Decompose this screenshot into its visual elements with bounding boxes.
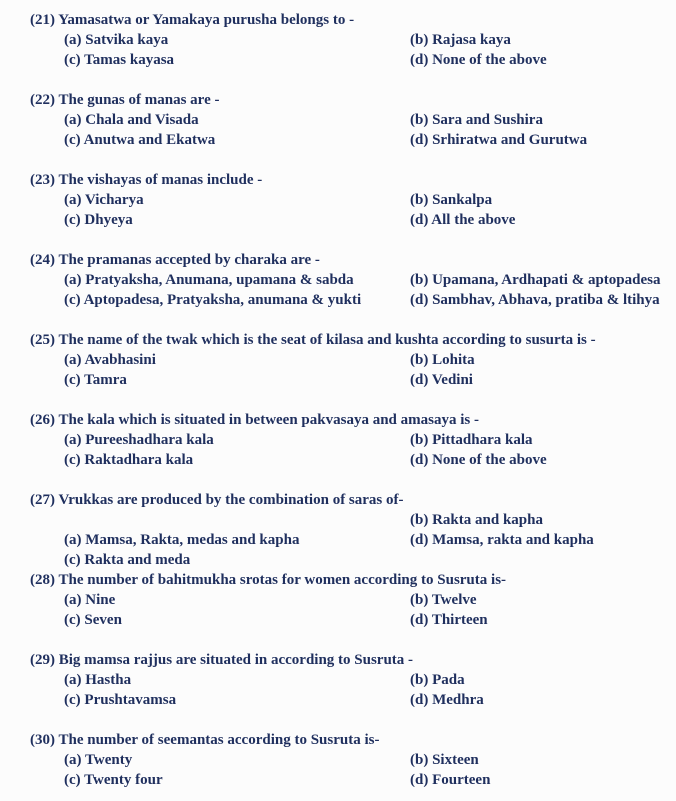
option-c: [64, 610, 410, 630]
option-a: [64, 670, 410, 690]
options-grid: [64, 270, 670, 310]
option-label: (b): [410, 592, 429, 608]
option-label: (a): [64, 192, 82, 208]
option-text: Srhiratwa and Gurutwa: [432, 132, 588, 148]
question-27: [30, 490, 670, 570]
option-c: [64, 210, 410, 230]
option-label: (a): [64, 592, 82, 608]
question-number: (21): [30, 12, 55, 28]
option-label: (b): [410, 752, 429, 768]
question-text: The kala which is situated in between pakvasaya and amasaya is -: [58, 412, 479, 428]
option-label: (b): [410, 672, 429, 688]
option-d: [410, 450, 670, 470]
option-text: Mamsa, Rakta, medas and kapha: [85, 532, 300, 548]
question-24: [30, 250, 670, 310]
question-number: (28): [30, 572, 55, 588]
option-label: (a): [64, 432, 82, 448]
option-label: (a): [64, 672, 82, 688]
option-text: Vicharya: [84, 192, 144, 208]
option-label: (d): [410, 372, 429, 388]
option-label: (d): [410, 52, 429, 68]
option-d: [410, 290, 670, 310]
option-label: (c): [64, 692, 81, 708]
option-label: (d): [410, 692, 429, 708]
option-label: (a): [64, 32, 82, 48]
option-text: Seven: [84, 612, 122, 628]
question-text: The number of bahitmukha srotas for women according to Susruta is-: [58, 572, 507, 588]
question-number: (23): [30, 172, 55, 188]
option-text: Aptopadesa, Pratyaksha, anumana & yukti: [83, 292, 362, 308]
option-b: [410, 670, 670, 690]
option-b: [410, 350, 670, 370]
option-text: Rakta and kapha: [432, 512, 543, 528]
option-label: (b): [410, 112, 429, 128]
question-number: (24): [30, 252, 55, 268]
option-c: [64, 690, 410, 710]
question-line: [30, 330, 670, 350]
question-22: [30, 90, 670, 150]
option-d: [410, 530, 670, 550]
option-text: Dhyeya: [84, 212, 133, 228]
option-text: Avabhasini: [84, 352, 156, 368]
option-d: [410, 210, 670, 230]
option-text: Chala and Visada: [85, 112, 199, 128]
option-label: (c): [64, 52, 81, 68]
option-text: Medhra: [432, 692, 484, 708]
question-number: (22): [30, 92, 55, 108]
question-number: (26): [30, 412, 55, 428]
option-text: Satvika kaya: [85, 32, 169, 48]
option-text: Thirteen: [431, 612, 488, 628]
option-text: Fourteen: [432, 772, 491, 788]
option-c: [64, 450, 410, 470]
option-label: (d): [410, 772, 429, 788]
question-23: [30, 170, 670, 230]
option-c: [64, 550, 410, 570]
option-label: (c): [64, 292, 81, 308]
options-grid: [64, 350, 670, 390]
option-text: Nine: [85, 592, 116, 608]
option-label: (b): [410, 32, 429, 48]
option-a: [64, 270, 410, 290]
option-a: [64, 590, 410, 610]
options-grid: [64, 30, 670, 70]
option-label: (c): [64, 552, 81, 568]
question-line: [30, 10, 670, 30]
option-text: Sambhav, Abhava, pratiba & ltihya: [432, 292, 660, 308]
option-text: Lohita: [432, 352, 475, 368]
option-d: [410, 370, 670, 390]
question-text: The pramanas accepted by charaka are -: [58, 252, 320, 268]
option-text: Mamsa, rakta and kapha: [432, 532, 594, 548]
option-b: [410, 30, 670, 50]
option-a: [64, 30, 410, 50]
question-25: [30, 330, 670, 390]
options-grid: [64, 670, 670, 710]
question-number: (25): [30, 332, 55, 348]
option-label: (d): [410, 612, 429, 628]
option-a: [64, 430, 410, 450]
option-text: Twelve: [431, 592, 477, 608]
option-d: [410, 50, 670, 70]
question-number: (27): [30, 492, 55, 508]
option-label: (a): [64, 112, 82, 128]
option-text: Sankalpa: [432, 192, 493, 208]
question-line: [30, 570, 670, 590]
option-label: (d): [410, 452, 429, 468]
question-line: [30, 730, 670, 750]
option-b: [410, 590, 670, 610]
option-c: [64, 50, 410, 70]
option-text: Twenty: [84, 752, 133, 768]
option-text: None of the above: [432, 52, 547, 68]
option-text: Raktadhara kala: [84, 452, 194, 468]
option-d: [410, 690, 670, 710]
question-text: Big mamsa rajjus are situated in according to Susruta -: [58, 652, 414, 668]
question-line: [30, 490, 670, 510]
option-label: (d): [410, 292, 429, 308]
option-text: Anutwa and Ekatwa: [83, 132, 216, 148]
option-text: Prushtavamsa: [84, 692, 177, 708]
option-c: [64, 290, 410, 310]
question-29: [30, 650, 670, 710]
question-line: [30, 90, 670, 110]
question-28: [30, 570, 670, 630]
question-number: (29): [30, 652, 55, 668]
question-line: [30, 170, 670, 190]
question-text: Yamasatwa or Yamakaya purusha belongs to -: [58, 12, 355, 28]
question-text: Vrukkas are produced by the combination of saras of-: [58, 492, 404, 508]
option-b: [410, 750, 670, 770]
question-21: [30, 10, 670, 70]
option-label: (b): [410, 512, 429, 528]
option-text: Tamas kayasa: [84, 52, 175, 68]
option-text: Vedini: [431, 372, 473, 388]
question-line: [30, 250, 670, 270]
option-b: [410, 190, 670, 210]
option-c: [64, 370, 410, 390]
option-text: Sixteen: [432, 752, 479, 768]
option-label: (c): [64, 372, 81, 388]
option-text: Rakta and meda: [84, 552, 191, 568]
question-text: The vishayas of manas include -: [58, 172, 263, 188]
option-label: (c): [64, 132, 81, 148]
question-line: [30, 410, 670, 430]
question-30: [30, 730, 670, 790]
question-text: The name of the twak which is the seat of kilasa and kushta according to susurta is -: [58, 332, 596, 348]
question-26: [30, 410, 670, 470]
option-text: Twenty four: [84, 772, 163, 788]
option-label: (c): [64, 612, 81, 628]
option-text: Pratyaksha, Anumana, upamana & sabda: [85, 272, 354, 288]
option-a: [64, 350, 410, 370]
option-text: Pureeshadhara kala: [85, 432, 214, 448]
option-label: (a): [64, 752, 82, 768]
options-grid: [64, 430, 670, 470]
option-a: [64, 110, 410, 130]
option-c: [64, 770, 410, 790]
option-label: (c): [64, 452, 81, 468]
option-label: (a): [64, 272, 82, 288]
option-label: (b): [410, 192, 429, 208]
question-number: (30): [30, 732, 55, 748]
option-d: [410, 130, 670, 150]
options-grid: [64, 110, 670, 150]
option-text: Sara and Sushira: [432, 112, 543, 128]
option-label: (b): [410, 272, 429, 288]
options-grid: [64, 750, 670, 790]
option-b: [410, 430, 670, 450]
option-b: [410, 510, 670, 530]
option-text: Upamana, Ardhapati & aptopadesa: [432, 272, 661, 288]
option-label: (c): [64, 772, 81, 788]
option-text: None of the above: [432, 452, 547, 468]
option-label: (b): [410, 352, 429, 368]
option-d: [410, 770, 670, 790]
option-label: (a): [64, 352, 82, 368]
option-label: (d): [410, 532, 429, 548]
question-line: [30, 650, 670, 670]
option-a: [64, 190, 410, 210]
option-text: Rajasa kaya: [432, 32, 511, 48]
option-c: [64, 130, 410, 150]
option-label: (c): [64, 212, 81, 228]
option-label: (d): [410, 132, 429, 148]
option-text: Pada: [432, 672, 465, 688]
options-grid: [64, 510, 670, 570]
question-text: The number of seemantas according to Susruta is-: [58, 732, 380, 748]
option-text: Tamra: [84, 372, 127, 388]
options-grid: [64, 590, 670, 630]
option-d: [410, 610, 670, 630]
option-text: All the above: [431, 212, 516, 228]
option-a: [64, 750, 410, 770]
option-text: Pittadhara kala: [432, 432, 533, 448]
option-a: [64, 530, 410, 550]
question-text: The gunas of manas are -: [58, 92, 220, 108]
option-b: [410, 110, 670, 130]
options-grid: [64, 190, 670, 230]
option-label: (a): [64, 532, 82, 548]
option-label: (d): [410, 212, 429, 228]
option-text: Hastha: [85, 672, 132, 688]
option-b: [410, 270, 670, 290]
option-label: (b): [410, 432, 429, 448]
